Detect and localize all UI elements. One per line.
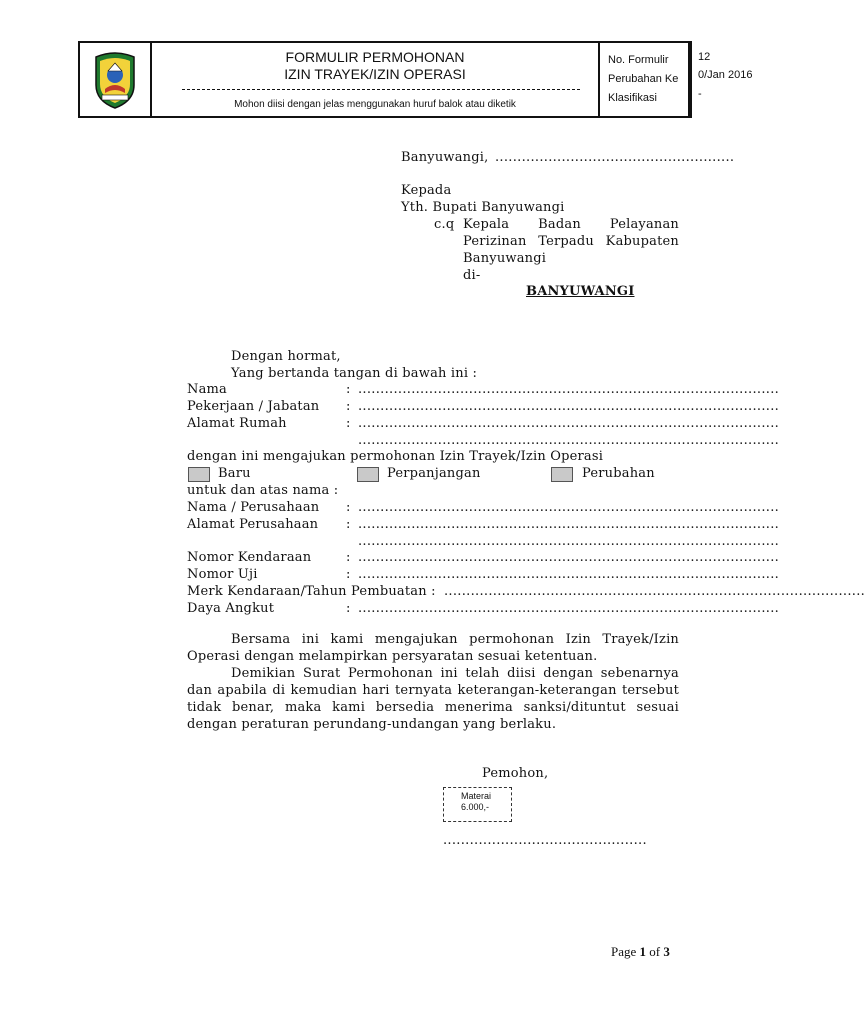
recipient-city: BANYUWANGI bbox=[526, 284, 635, 299]
logo-cell bbox=[80, 43, 152, 116]
form-header-table bbox=[78, 41, 753, 118]
alamat-rumah-field-line2[interactable]: ............................................................................................... bbox=[358, 433, 780, 448]
value-cell bbox=[690, 43, 770, 116]
label-no-formulir: No. Formulir bbox=[608, 54, 669, 66]
field-label-alamat-perusahaan: Alamat Perusahaan bbox=[187, 517, 319, 532]
page-prefix: Page bbox=[611, 944, 640, 959]
nama-field[interactable]: ............................................................................................... bbox=[358, 382, 780, 397]
value-perubahan-ke: 0/Jan 2016 bbox=[698, 69, 753, 81]
merk-kendaraan-field[interactable]: ............................................................................................... bbox=[444, 584, 865, 599]
alamat-perusahaan-field[interactable]: ............................................................................................... bbox=[358, 517, 780, 532]
field-sep: : bbox=[346, 567, 351, 582]
title-divider bbox=[182, 89, 580, 90]
field-label-nomor-uji: Nomor Uji bbox=[187, 567, 258, 582]
checkbox-baru[interactable] bbox=[188, 467, 210, 482]
field-sep: : bbox=[346, 382, 351, 397]
place-date-label: Banyuwangi, bbox=[401, 150, 489, 165]
paragraph2-line1: Demikian Surat Permohonan ini telah diisi dengan sebenarnya bbox=[231, 666, 679, 681]
field-sep: : bbox=[346, 399, 351, 414]
paragraph2-line4: dengan peraturan perundang-undangan yang berlaku. bbox=[187, 717, 557, 732]
label-cell bbox=[600, 43, 690, 116]
recipient-cq-line2: Perizinan Terpadu Kabupaten bbox=[463, 234, 679, 249]
request-text: dengan ini mengajukan permohonan Izin Trayek/Izin Operasi bbox=[187, 449, 604, 464]
form-title-line2: IZIN TRAYEK/IZIN OPERASI bbox=[284, 66, 466, 82]
recipient-yth: Yth. Bupati Banyuwangi bbox=[401, 200, 565, 215]
option-perpanjangan-label: Perpanjangan bbox=[387, 466, 481, 481]
signer-label: Pemohon, bbox=[482, 766, 549, 781]
page-number bbox=[611, 944, 670, 960]
page-of: of bbox=[646, 944, 664, 959]
field-label-pekerjaan: Pekerjaan / Jabatan bbox=[187, 399, 320, 414]
label-perubahan-ke: Perubahan Ke bbox=[608, 73, 679, 85]
daya-angkut-field[interactable]: ............................................................................................... bbox=[358, 601, 780, 616]
alamat-perusahaan-field-line2[interactable]: ............................................................................................... bbox=[358, 534, 780, 549]
field-label-merk-kendaraan: Merk Kendaraan/Tahun Pembuatan : bbox=[187, 584, 436, 599]
nomor-kendaraan-field[interactable]: ............................................................................................... bbox=[358, 550, 780, 565]
greeting: Dengan hormat, bbox=[231, 349, 341, 364]
field-sep: : bbox=[346, 500, 351, 515]
form-title-line1: FORMULIR PERMOHONAN bbox=[285, 49, 465, 65]
page-total: 3 bbox=[663, 944, 670, 959]
field-sep: : bbox=[346, 416, 351, 431]
title-cell bbox=[152, 43, 600, 116]
label-klasifikasi: Klasifikasi bbox=[608, 92, 657, 104]
intro-text: Yang bertanda tangan di bawah ini : bbox=[231, 366, 478, 381]
page-current: 1 bbox=[639, 944, 647, 959]
materai-stamp-box bbox=[443, 787, 512, 822]
kepada-label: Kepada bbox=[401, 183, 452, 198]
signature-line[interactable]: .............................................. bbox=[443, 833, 647, 848]
field-sep: : bbox=[346, 517, 351, 532]
for-name-text: untuk dan atas nama : bbox=[187, 483, 339, 498]
paragraph1-line2: Operasi dengan melampirkan persyaratan sesuai ketentuan. bbox=[187, 649, 598, 664]
date-field[interactable]: ...................................................... bbox=[495, 150, 735, 165]
pekerjaan-field[interactable]: ............................................................................................... bbox=[358, 399, 780, 414]
paragraph1-line1: Bersama ini kami mengajukan permohonan Izin Trayek/Izin bbox=[231, 632, 679, 647]
option-baru-label: Baru bbox=[218, 466, 251, 481]
field-label-alamat-rumah: Alamat Rumah bbox=[187, 416, 287, 431]
materai-line2: 6.000,- bbox=[461, 802, 490, 812]
checkbox-perubahan[interactable] bbox=[551, 467, 573, 482]
cq-prefix: c.q bbox=[434, 217, 455, 232]
recipient-cq-line1: Kepala Badan Pelayanan bbox=[463, 217, 679, 232]
recipient-cq-line3: Banyuwangi bbox=[463, 251, 547, 266]
nomor-uji-field[interactable]: ............................................................................................... bbox=[358, 567, 780, 582]
value-klasifikasi: - bbox=[698, 88, 702, 100]
checkbox-perpanjangan[interactable] bbox=[357, 467, 379, 482]
field-label-nama-perusahaan: Nama / Perusahaan bbox=[187, 500, 320, 515]
paragraph2-line2: dan apabila di kemudian hari ternyata keterangan-keterangan tersebut bbox=[187, 683, 679, 698]
nama-perusahaan-field[interactable]: ............................................................................................... bbox=[358, 500, 780, 515]
field-label-daya-angkut: Daya Angkut bbox=[187, 601, 275, 616]
form-instructions: Mohon diisi dengan jelas menggunakan huruf balok atau diketik bbox=[234, 99, 516, 110]
field-sep: : bbox=[346, 550, 351, 565]
option-perubahan-label: Perubahan bbox=[582, 466, 655, 481]
regency-emblem-icon bbox=[92, 51, 138, 109]
field-label-nomor-kendaraan: Nomor Kendaraan bbox=[187, 550, 312, 565]
value-no-formulir: 12 bbox=[698, 51, 711, 63]
materai-line1: Materai bbox=[461, 791, 492, 801]
recipient-di: di- bbox=[463, 268, 481, 283]
alamat-rumah-field[interactable]: ............................................................................................... bbox=[358, 416, 780, 431]
field-label-nama: Nama bbox=[187, 382, 228, 397]
paragraph2-line3: tidak benar, maka kami bersedia menerima sanksi/dituntut sesuai bbox=[187, 700, 679, 715]
field-sep: : bbox=[346, 601, 351, 616]
